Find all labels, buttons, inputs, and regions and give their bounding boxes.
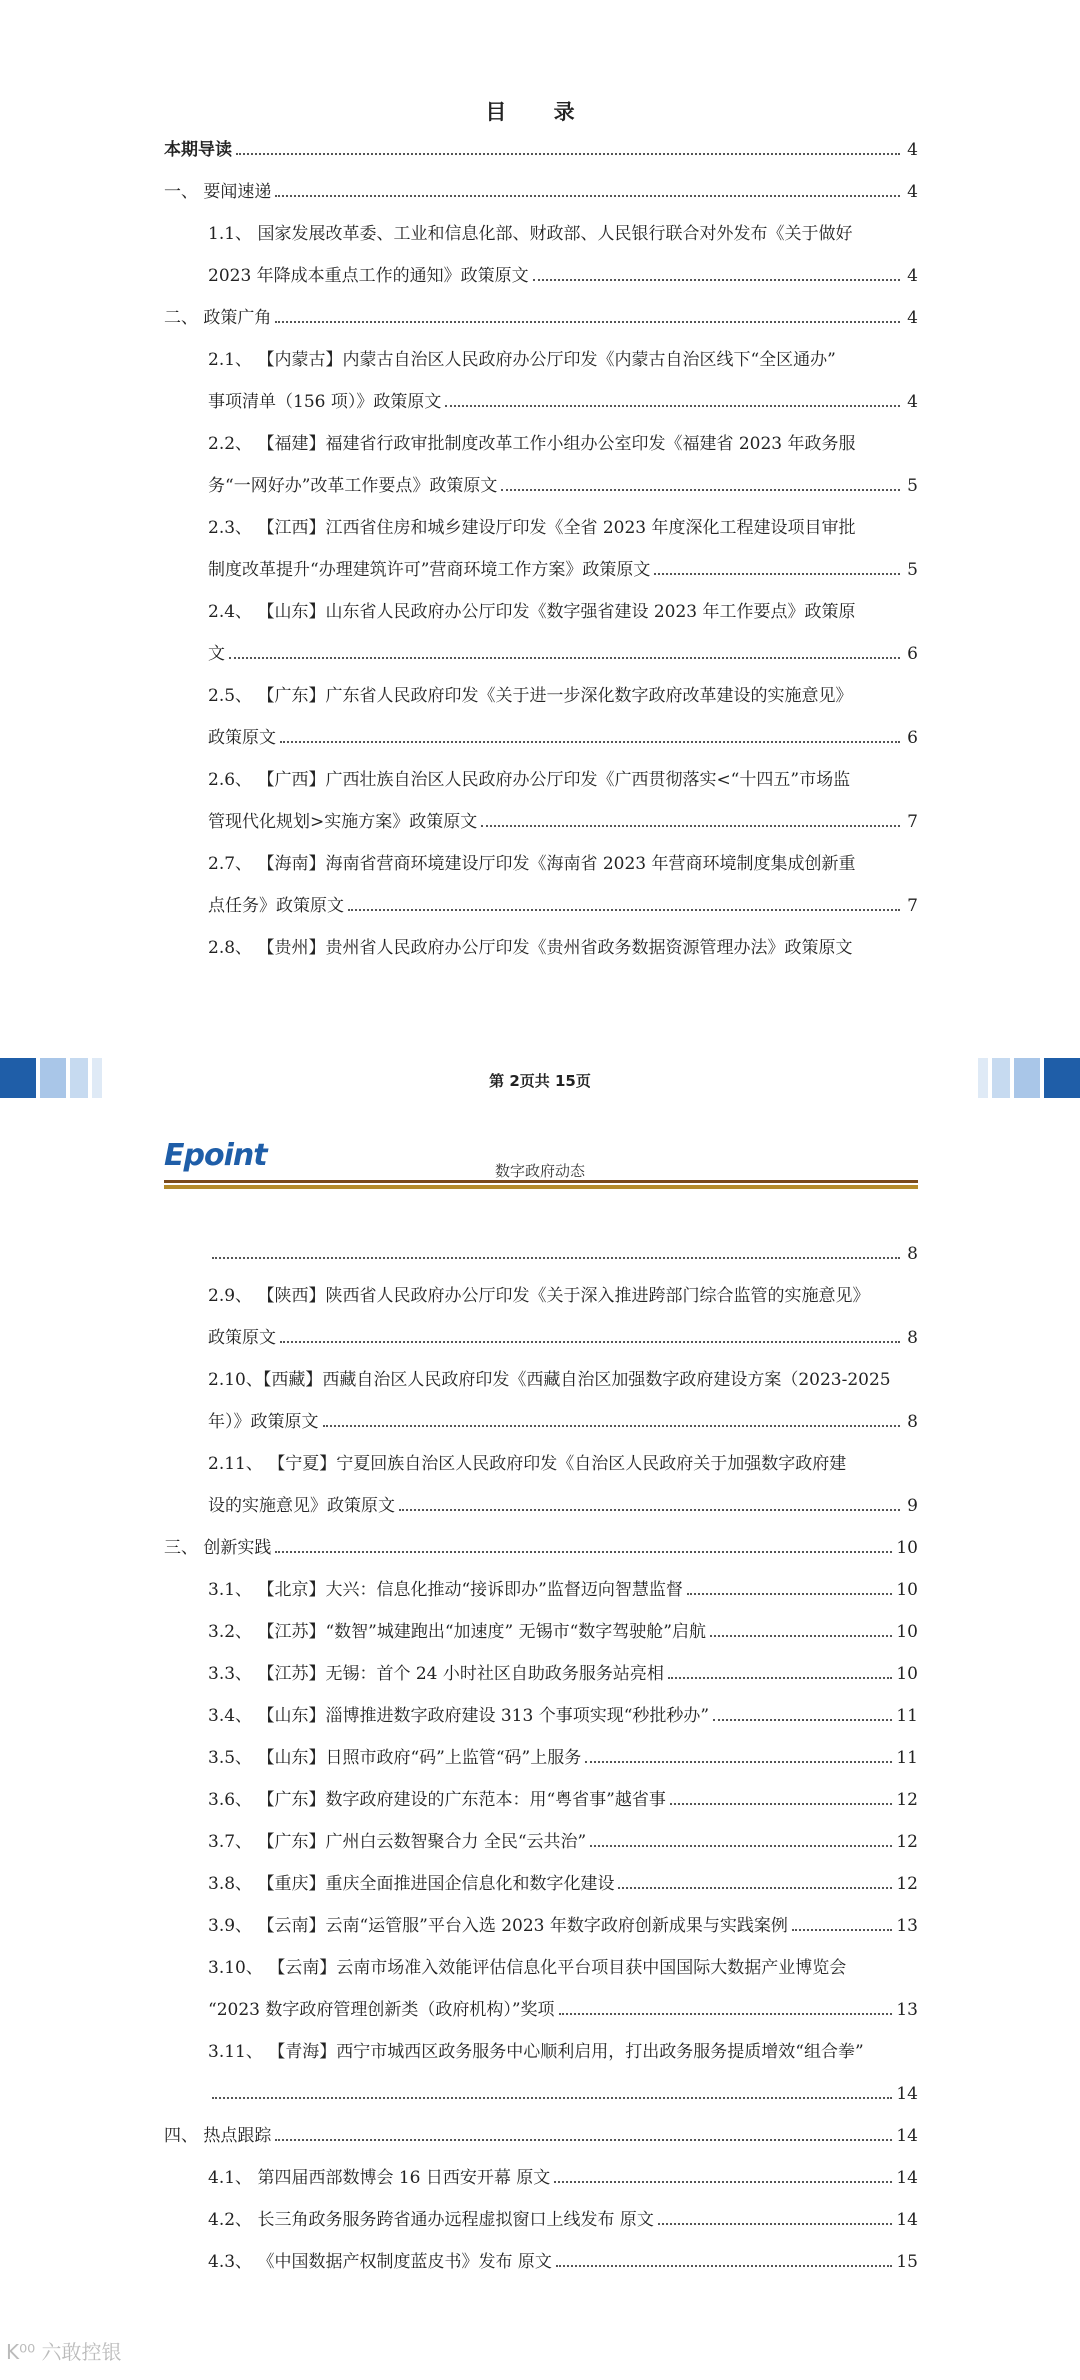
toc-entry-text: 2.2、 【福建】福建省行政审批制度改革工作小组办公室印发《福建省 2023 年政务服 — [208, 434, 856, 454]
dot-leader — [323, 1425, 901, 1427]
toc-page-number: 8 — [907, 1328, 918, 1348]
toc-entry[interactable] — [164, 1622, 918, 1642]
header-rule — [164, 1180, 918, 1183]
dot-leader — [348, 909, 900, 911]
toc-entry[interactable] — [164, 938, 918, 958]
toc-entry[interactable] — [164, 518, 918, 538]
toc-entry[interactable] — [164, 1454, 918, 1474]
toc-entry-text: 2.5、 【广东】广东省人民政府印发《关于进一步深化数字政府改革建设的实施意见》 — [208, 686, 853, 706]
dot-leader — [501, 489, 900, 491]
toc-entry-text: 2.3、 【江西】江西省住房和城乡建设厅印发《全省 2023 年度深化工程建设项目审批 — [208, 518, 856, 538]
toc-entry[interactable] — [164, 812, 918, 832]
toc-entry[interactable] — [164, 1286, 918, 1306]
toc-entry[interactable] — [164, 602, 918, 622]
dot-leader — [658, 2223, 893, 2225]
dot-leader — [481, 825, 900, 827]
epoint-logo: Epoint — [164, 1138, 267, 1173]
toc-entry-text: 2.7、 【海南】海南省营商环境建设厅印发《海南省 2023 年营商环境制度集成创新重 — [208, 854, 856, 874]
toc-entry-text: 4.2、 长三角政务服务跨省通办远程虚拟窗口上线发布 原文 — [208, 2210, 654, 2230]
toc-entry-text: 事项清单（156 项）》政策原文 — [208, 392, 442, 412]
toc-entry-text: 3.7、 【广东】广州白云数智聚合力 全民“云共治” — [208, 1832, 587, 1852]
toc-entry-text: 设的实施意见》政策原文 — [208, 1496, 395, 1516]
toc-entry-text: 3.6、 【广东】数字政府建设的广东范本：用“粤省事”越省事 — [208, 1790, 666, 1810]
toc-entry-text: 2.4、 【山东】山东省人民政府办公厅印发《数字强省建设 2023 年工作要点》政策原 — [208, 602, 856, 622]
toc-entry[interactable] — [164, 1958, 918, 1978]
toc-entry[interactable] — [164, 1496, 918, 1516]
toc-entry-text: 3.3、 【江苏】无锡：首个 24 小时社区自助政务服务站亮相 — [208, 1664, 664, 1684]
toc-entry-text: 3.11、 【青海】西宁市城西区政务服务中心顺利启用，打出政务服务提质增效“组合拳” — [208, 2042, 864, 2062]
toc-entry[interactable] — [164, 1244, 918, 1264]
toc-entry[interactable] — [164, 1874, 918, 1894]
toc-entry-text: 政策原文 — [208, 1328, 276, 1348]
toc-entry[interactable] — [164, 1328, 918, 1348]
toc-entry[interactable] — [164, 1370, 918, 1390]
toc-entry[interactable] — [164, 2126, 918, 2146]
dot-leader — [275, 2139, 892, 2141]
toc-page-number: 4 — [907, 392, 918, 412]
dot-leader — [556, 2265, 893, 2267]
toc-entry-text: 点任务》政策原文 — [208, 896, 344, 916]
toc-entry-text: 2.1、 【内蒙古】内蒙古自治区人民政府办公厅印发《内蒙古自治区线下“全区通办” — [208, 350, 836, 370]
toc-page-number: 4 — [907, 140, 918, 160]
dot-leader — [687, 1593, 893, 1595]
dot-leader — [618, 1887, 892, 1889]
dot-leader — [792, 1929, 892, 1931]
toc-entry[interactable] — [164, 266, 918, 286]
toc-entry-text: 2023 年降成本重点工作的通知》政策原文 — [208, 266, 529, 286]
toc-entry-text: 制度改革提升“办理建筑许可”营商环境工作方案》政策原文 — [208, 560, 651, 580]
toc-entry-text: 四、 热点跟踪 — [164, 2126, 272, 2146]
dot-leader — [445, 405, 900, 407]
toc-entry-text: 2.11、 【宁夏】宁夏回族自治区人民政府印发《自治区人民政府关于加强数字政府建 — [208, 1454, 847, 1474]
toc-entry[interactable] — [164, 1706, 918, 1726]
toc-entry[interactable] — [164, 434, 918, 454]
dot-leader — [654, 573, 900, 575]
toc-entry-text: 3.4、 【山东】淄博推进数字政府建设 313 个事项实现“秒批秒办” — [208, 1706, 710, 1726]
toc-entry[interactable] — [164, 2168, 918, 2188]
toc-entry-text: 4.1、 第四届西部数博会 16 日西安开幕 原文 — [208, 2168, 551, 2188]
toc-page-number: 12 — [896, 1832, 918, 1852]
toc-entry[interactable] — [164, 476, 918, 496]
toc-entry-text: 政策原文 — [208, 728, 276, 748]
toc-entry[interactable] — [164, 896, 918, 916]
toc-page-number: 11 — [896, 1748, 918, 1768]
dot-leader — [280, 1341, 900, 1343]
toc-entry[interactable] — [164, 728, 918, 748]
toc-page-number: 13 — [896, 1916, 918, 1936]
toc-entry[interactable] — [164, 1664, 918, 1684]
dot-leader — [710, 1635, 892, 1637]
toc-page-number: 9 — [907, 1496, 918, 1516]
toc-entry-text: 2.8、 【贵州】贵州省人民政府办公厅印发《贵州省政务数据资源管理办法》政策原文 — [208, 938, 853, 958]
toc-entry-text: 2.10、【西藏】西藏自治区人民政府印发《西藏自治区加强数字政府建设方案（2023-2025 — [208, 1370, 891, 1390]
toc-page-number: 14 — [896, 2210, 918, 2230]
page-number-footer: 第 2页共 15页 — [489, 1072, 591, 1090]
toc-entry[interactable] — [164, 182, 918, 202]
dot-leader — [585, 1761, 892, 1763]
dot-leader — [229, 657, 900, 659]
toc-entry-text: 3.8、 【重庆】重庆全面推进国企信息化和数字化建设 — [208, 1874, 615, 1894]
dot-leader — [212, 2097, 892, 2099]
dot-leader — [236, 153, 900, 155]
toc-page-number: 8 — [907, 1244, 918, 1264]
header-rule-accent — [164, 1185, 918, 1189]
dot-leader — [713, 1719, 892, 1721]
toc-page-number: 8 — [907, 1412, 918, 1432]
dot-leader — [280, 741, 900, 743]
toc-page-number: 14 — [896, 2168, 918, 2188]
toc-entry[interactable] — [164, 2084, 918, 2104]
toc-entry[interactable] — [164, 560, 918, 580]
toc-entry[interactable] — [164, 644, 918, 664]
toc-page-number: 6 — [907, 644, 918, 664]
toc-entry[interactable] — [164, 2252, 918, 2272]
toc-entry[interactable] — [164, 1538, 918, 1558]
dot-leader — [275, 195, 900, 197]
toc-entry-text: 年）》政策原文 — [208, 1412, 319, 1432]
toc-entry-text: 3.1、 【北京】大兴：信息化推动“接诉即办”监督迈向智慧监督 — [208, 1580, 683, 1600]
toc-entry[interactable] — [164, 1832, 918, 1852]
toc-entry-text: 3.9、 【云南】云南“运管服”平台入选 2023 年数字政府创新成果与实践案例 — [208, 1916, 788, 1936]
toc-entry-text: 本期导读 — [164, 140, 232, 160]
toc-entry-text: 三、 创新实践 — [164, 1538, 272, 1558]
toc-entry[interactable] — [164, 770, 918, 790]
toc-page-number: 13 — [896, 2000, 918, 2020]
dot-leader — [554, 2181, 892, 2183]
toc-entry[interactable] — [164, 1748, 918, 1768]
toc-entry-text: “2023 数字政府管理创新类（政府机构）”奖项 — [208, 2000, 555, 2020]
toc-entry[interactable] — [164, 1916, 918, 1936]
toc-page-number: 14 — [896, 2126, 918, 2146]
toc-entry-text: 3.10、 【云南】云南市场准入效能评估信息化平台项目获中国国际大数据产业博览会 — [208, 1958, 847, 1978]
toc-entry[interactable] — [164, 1412, 918, 1432]
dot-leader — [533, 279, 900, 281]
toc-entry[interactable] — [164, 140, 918, 160]
toc-entry-text: 4.3、 《中国数据产权制度蓝皮书》发布 原文 — [208, 2252, 552, 2272]
toc-page-number: 10 — [896, 1664, 918, 1684]
toc-entry[interactable] — [164, 350, 918, 370]
toc-page-number: 10 — [896, 1580, 918, 1600]
toc-page-number: 4 — [907, 308, 918, 328]
toc-page-number: 4 — [907, 266, 918, 286]
toc-entry-text: 3.5、 【山东】日照市政府“码”上监管“码”上服务 — [208, 1748, 582, 1768]
toc-page-number: 12 — [896, 1790, 918, 1810]
toc-title: 目 录 — [485, 100, 595, 124]
dot-leader — [275, 1551, 892, 1553]
toc-entry[interactable] — [164, 224, 918, 244]
toc-entry-text: 1.1、 国家发展改革委、工业和信息化部、财政部、人民银行联合对外发布《关于做好 — [208, 224, 853, 244]
toc-entry[interactable] — [164, 854, 918, 874]
toc-page-number: 7 — [907, 812, 918, 832]
toc-entry[interactable] — [164, 392, 918, 412]
toc-entry[interactable] — [164, 686, 918, 706]
toc-page-number: 10 — [896, 1622, 918, 1642]
toc-page-number: 5 — [907, 476, 918, 496]
toc-entry[interactable] — [164, 2042, 918, 2062]
toc-entry[interactable] — [164, 1790, 918, 1810]
toc-page-number: 6 — [907, 728, 918, 748]
toc-entry[interactable] — [164, 2210, 918, 2230]
toc-page-number: 11 — [896, 1706, 918, 1726]
toc-entry-text: 2.6、 【广西】广西壮族自治区人民政府办公厅印发《广西贯彻落实<“十四五”市场监 — [208, 770, 851, 790]
dot-leader — [668, 1677, 892, 1679]
toc-entry-text: 务“一网好办”改革工作要点》政策原文 — [208, 476, 498, 496]
toc-entry-text: 一、 要闻速递 — [164, 182, 272, 202]
dot-leader — [559, 2013, 893, 2015]
toc-page-number: 4 — [907, 182, 918, 202]
dot-leader — [670, 1803, 893, 1805]
dot-leader — [275, 321, 900, 323]
dot-leader — [590, 1845, 892, 1847]
toc-entry-text: 2.9、 【陕西】陕西省人民政府办公厅印发《关于深入推进跨部门综合监管的实施意见》 — [208, 1286, 870, 1306]
watermark-logo: K⁰⁰ 六敢控银 — [6, 2340, 122, 2364]
toc-entry[interactable] — [164, 1580, 918, 1600]
dot-leader — [399, 1509, 900, 1511]
toc-entry-text: 文 — [208, 644, 225, 664]
toc-entry[interactable] — [164, 308, 918, 328]
toc-entry-text: 管现代化规划>实施方案》政策原文 — [208, 812, 478, 832]
dot-leader — [212, 1257, 900, 1259]
toc-page-number: 15 — [896, 2252, 918, 2272]
toc-page-number: 10 — [896, 1538, 918, 1558]
toc-entry-text: 二、 政策广角 — [164, 308, 272, 328]
toc-entry[interactable] — [164, 2000, 918, 2020]
header-subtitle: 数字政府动态 — [494, 1162, 585, 1180]
toc-page-number: 7 — [907, 896, 918, 916]
toc-page-number: 5 — [907, 560, 918, 580]
toc-page-number: 12 — [896, 1874, 918, 1894]
toc-page-number: 14 — [896, 2084, 918, 2104]
toc-entry-text: 3.2、 【江苏】“数智”城建跑出“加速度” 无锡市“数字驾驶舱”启航 — [208, 1622, 706, 1642]
